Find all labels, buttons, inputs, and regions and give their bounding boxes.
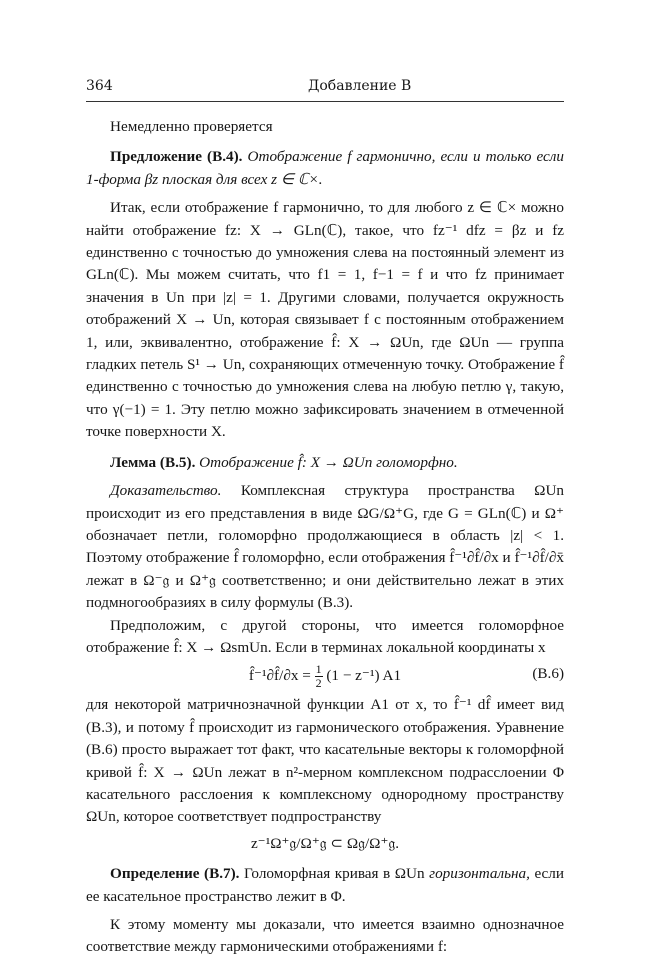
equation-lhs: f̂⁻¹∂f̂/∂x =: [248, 667, 311, 685]
lemma-text: Отображение f̂: X → ΩUn голоморфно.: [199, 453, 458, 471]
paragraph-intro: Немедленно проверяется: [110, 118, 273, 135]
proof-label: Доказательство.: [110, 482, 222, 500]
definition-text-c: если ее касательное пространство лежит в Φ.: [86, 865, 565, 905]
body-text: [86, 116, 564, 959]
paragraph-converse: Предположим, с другой стороны, что имеется голоморфное отображение f̂: X → ΩsmUn. Если в терминах локальной координаты x: [86, 616, 564, 656]
proof-paragraph: [86, 480, 564, 614]
equation-fraction: [315, 663, 323, 690]
lemma-b5: [86, 452, 564, 474]
equation-b6: [86, 663, 564, 690]
equation-tag: (В.6): [532, 665, 564, 683]
definition-term: горизонтальна,: [429, 865, 530, 883]
definition-text-a: Голоморфная кривая в ΩUn: [243, 865, 425, 883]
page-header: [86, 78, 564, 100]
fraction-denominator: 2: [315, 676, 322, 691]
header-rule: [86, 101, 564, 102]
paragraph-tangent: для некоторой матричнозначной функции A1 от x, то f̂⁻¹ df̂ имеет вид (В.3), и потому f̂ происходит из гармонического отображения. Уравнение (В.6) просто выражает тот факт, что касательные векторы к голоморфной кривой f̂: X → ΩUn лежат в n²-мерном комплексном подрасслоении Φ касательного расслоения к комплексному однородному пространству ΩUn, которое соответствует подпространству: [86, 696, 564, 826]
fraction-numerator: 1: [315, 662, 322, 677]
proposition-text: Отображение f гармонично, если и только если 1-форма βz плоская для всех z ∈ ℂ×.: [86, 148, 565, 188]
equation-subspace: z⁻¹Ω⁺𝔤/Ω⁺𝔤 ⊂ Ω𝔤/Ω⁺𝔤.: [250, 834, 400, 852]
definition-label: Определение (В.7).: [110, 865, 240, 883]
proposition-b4: [86, 146, 564, 191]
lemma-label: Лемма (В.5).: [110, 453, 196, 471]
proof-text: Комплексная структура пространства ΩUn происходит из его представления в виде ΩG/Ω⁺G, где G = GLn(ℂ) и Ω⁺ обозначает петли, голоморфно продолжающиеся в область |z| < 1. Поэтому отображение f̂ голоморфно, если отображения f̂⁻¹∂f̂/∂x и f̂⁻¹∂f̂/∂x̄ лежат в Ω⁻𝔤 и Ω⁺𝔤 соответственно; и они действительно лежат в этих подмногообразиях в силу формулы (В.3).: [86, 482, 565, 612]
equation-rhs: (1 − z⁻¹) A1: [326, 667, 402, 685]
paragraph-conclusion: К этому моменту мы доказали, что имеется взаимно однозначное соответствие между гармоническими отображениями f:: [86, 916, 564, 956]
running-title: Добавление В: [308, 78, 412, 94]
page-number: 364: [86, 78, 113, 94]
definition-b7: [86, 863, 564, 908]
proposition-label: Предложение (В.4).: [110, 148, 243, 166]
paragraph-harmonic: Итак, если отображение f гармонично, то для любого z ∈ ℂ× можно найти отображение fz: X → GLn(ℂ), такое, что fz⁻¹ dfz = βz и fz единственно с точностью до умножения слева на постоянный элемент из GLn(ℂ). Мы можем считать, что f1 = 1, f−1 = f и что fz принимает значения в Un при |z| = 1. Другими словами, получается окружность отображений X → Un, которая связывает f с постоянным отображением 1, или, эквивалентно, отображение f̂: X → ΩUn, где ΩUn — группа гладких петель S¹ → Un, сохраняющих отмеченную точку. Отображение f̂ единственно с точностью до умножения слева на любую петлю γ, такую, что γ(−1) = 1. Эту петлю можно зафиксировать значением в отмеченной точке поверхности X.: [86, 199, 564, 441]
